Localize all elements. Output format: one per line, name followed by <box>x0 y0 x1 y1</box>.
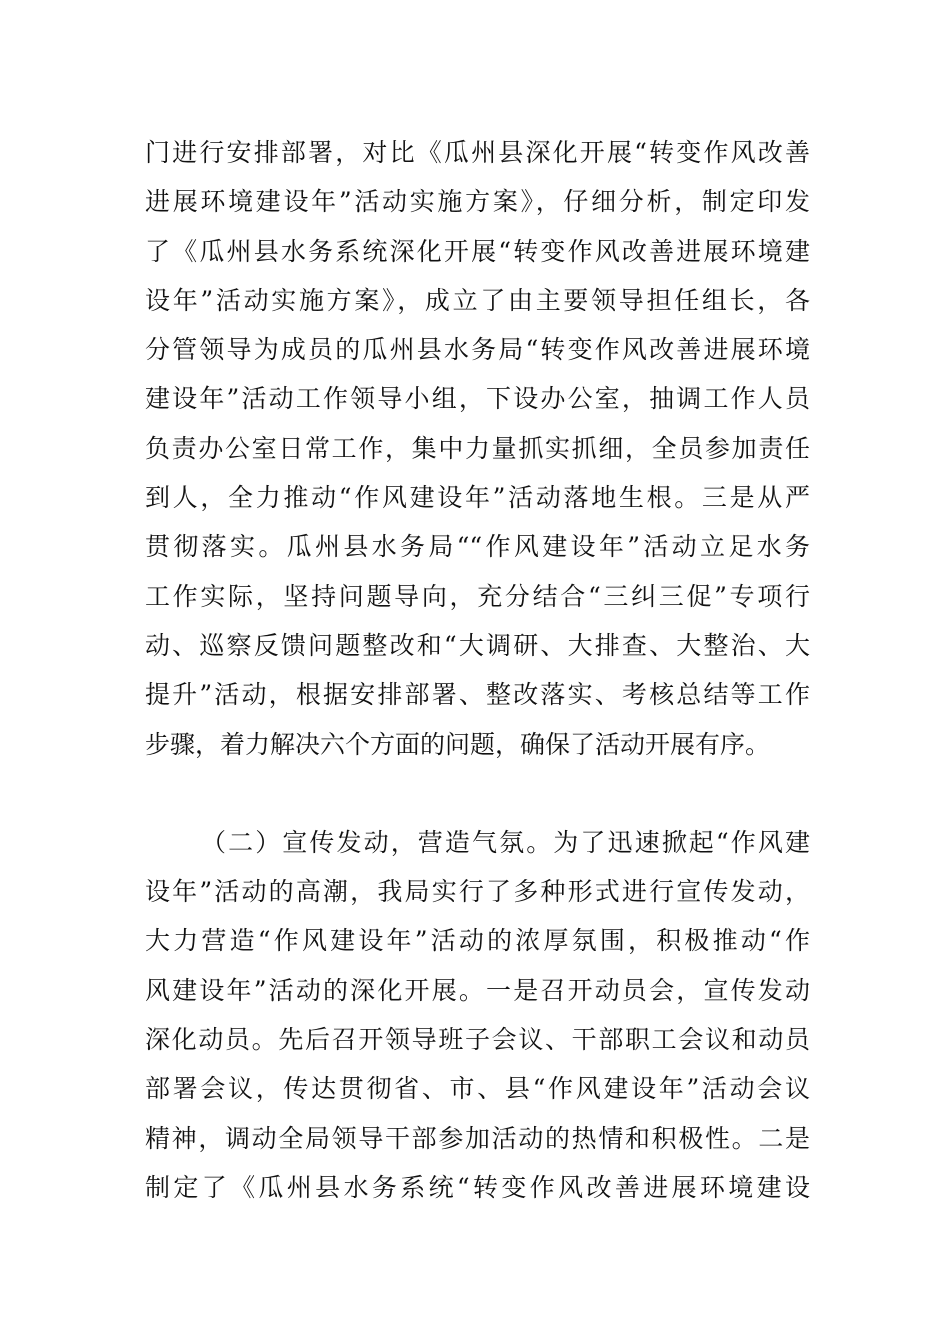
paragraph-2 <box>145 818 810 1212</box>
text-line: 了《瓜州县水务系统深化开展“转变作风改善进展环境建 <box>145 236 810 266</box>
text-line: 提升”活动，根据安排部署、整改落实、考核总结等工作 <box>145 680 810 710</box>
text-line: 深化动员。先后召开领导班子会议、干部职工会议和动员 <box>145 1025 810 1055</box>
text-line: 贯彻落实。瓜州县水务局““作风建设年”活动立足水务 <box>145 532 810 562</box>
text-line: 建设年”活动工作领导小组，下设办公室，抽调工作人员 <box>145 384 810 414</box>
text-line: 工作实际，坚持问题导向，充分结合“三纠三促”专项行 <box>145 581 810 611</box>
text-line: 设年”活动实施方案》，成立了由主要领导担任组长，各 <box>145 285 810 315</box>
text-line: 进展环境建设年”活动实施方案》，仔细分析，制定印发 <box>145 187 810 217</box>
text-line: 大力营造“作风建设年”活动的浓厚氛围，积极推动“作 <box>145 926 810 956</box>
text-line: 步骤，着力解决六个方面的问题，确保了活动开展有序。 <box>145 729 771 759</box>
text-line: 精神，调动全局领导干部参加活动的热情和积极性。二是 <box>145 1123 810 1153</box>
text-line: 动、巡察反馈问题整改和“大调研、大排查、大整治、大 <box>145 630 810 660</box>
text-line: 部署会议，传达贯彻省、市、县“作风建设年”活动会议 <box>145 1074 810 1104</box>
paragraph-1 <box>145 128 810 769</box>
text-line: 负责办公室日常工作，集中力量抓实抓细，全员参加责任 <box>145 433 810 463</box>
text-line: 分管领导为成员的瓜州县水务局“转变作风改善进展环境 <box>145 335 810 365</box>
text-line: 制定了《瓜州县水务系统“转变作风改善进展环境建设 <box>145 1172 810 1202</box>
text-line: 门进行安排部署，对比《瓜州县深化开展“转变作风改善 <box>145 138 810 167</box>
text-line: （二）宣传发动，营造气氛。为了迅速掀起“作风建 <box>201 827 810 857</box>
text-line: 风建设年”活动的深化开展。一是召开动员会，宣传发动 <box>145 975 810 1005</box>
text-line: 设年”活动的高潮，我局实行了多种形式进行宣传发动， <box>145 877 810 907</box>
text-line: 到人，全力推动“作风建设年”活动落地生根。三是从严 <box>145 483 810 513</box>
document-body <box>145 128 810 1212</box>
